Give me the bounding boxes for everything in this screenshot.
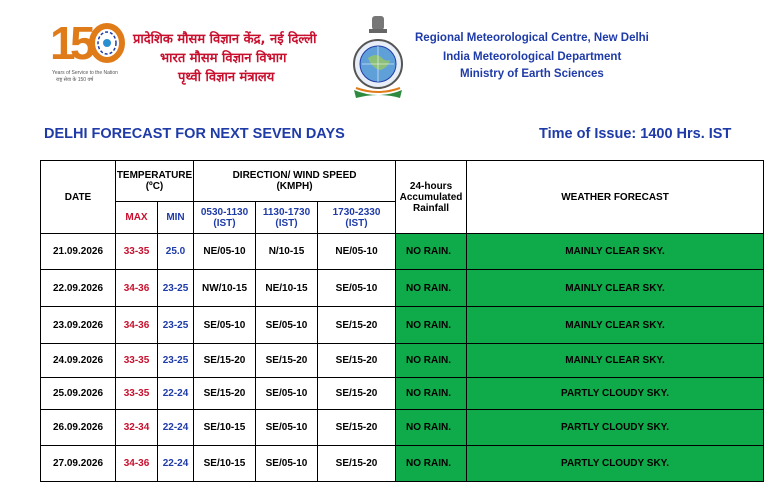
table-row (41, 446, 764, 482)
header-wind-slot-3 (318, 202, 396, 234)
row-forecast: MAINLY CLEAR SKY. (467, 234, 764, 270)
header-rainfall (396, 161, 467, 234)
issue-time: Time of Issue: 1400 Hrs. IST (539, 126, 732, 142)
row-wind-3: SE/15-20 (318, 307, 396, 344)
row-wind-3: SE/05-10 (318, 270, 396, 307)
wind-slot-3-tz: (IST) (345, 217, 368, 229)
row-min-temp: 22-24 (158, 410, 194, 446)
row-rainfall: NO RAIN. (396, 234, 467, 270)
row-date: 21.09.2026 (41, 234, 116, 270)
row-forecast: PARTLY CLOUDY SKY. (467, 410, 764, 446)
page-title: DELHI FORECAST FOR NEXT SEVEN DAYS (44, 126, 345, 142)
row-wind-1: SE/10-15 (194, 446, 256, 482)
english-line-2: India Meteorological Department (443, 51, 622, 63)
row-wind-1: SE/10-15 (194, 410, 256, 446)
imd-150-logo (50, 18, 130, 90)
header-temperature (116, 161, 194, 202)
row-max-temp: 34-36 (116, 307, 158, 344)
table-row (41, 378, 764, 410)
wind-slot-2-time: 1130-1730 (262, 206, 311, 218)
row-wind-2: SE/05-10 (256, 307, 318, 344)
header-wind-unit: (KMPH) (276, 181, 313, 192)
logo-tagline-english: Years of Service to the Nation (52, 70, 118, 76)
logo-tagline-hindi: राष्ट्र सेवा के 150 वर्ष (56, 77, 94, 83)
row-rainfall: NO RAIN. (396, 344, 467, 378)
row-date: 23.09.2026 (41, 307, 116, 344)
row-min-temp: 23-25 (158, 307, 194, 344)
header-max: MAX (116, 202, 158, 234)
row-rainfall: NO RAIN. (396, 446, 467, 482)
row-wind-2: SE/15-20 (256, 344, 318, 378)
logo-digit-5: 5 (70, 17, 96, 69)
row-wind-1: SE/15-20 (194, 378, 256, 410)
hindi-line-1: प्रादेशिक मौसम विज्ञान केंद्र, नई दिल्ली (133, 32, 317, 47)
row-wind-1: SE/05-10 (194, 307, 256, 344)
row-rainfall: NO RAIN. (396, 270, 467, 307)
row-forecast: MAINLY CLEAR SKY. (467, 307, 764, 344)
row-min-temp: 23-25 (158, 270, 194, 307)
imd-emblem-icon (350, 14, 406, 100)
row-wind-3: SE/15-20 (318, 378, 396, 410)
row-rainfall: NO RAIN. (396, 378, 467, 410)
header-weather-forecast: WEATHER FORECAST (467, 161, 764, 234)
row-forecast: PARTLY CLOUDY SKY. (467, 378, 764, 410)
header-rainfall-line-1: 24-hours (409, 180, 453, 192)
row-wind-2: N/10-15 (256, 234, 318, 270)
row-rainfall: NO RAIN. (396, 410, 467, 446)
table-row (41, 410, 764, 446)
header-date: DATE (41, 161, 116, 234)
wind-slot-3-time: 1730-2330 (332, 206, 381, 218)
row-date: 27.09.2026 (41, 446, 116, 482)
table-row (41, 344, 764, 378)
header-min: MIN (158, 202, 194, 234)
row-wind-3: NE/05-10 (318, 234, 396, 270)
row-min-temp: 25.0 (158, 234, 194, 270)
forecast-table (40, 160, 764, 482)
row-rainfall: NO RAIN. (396, 307, 467, 344)
wind-slot-1-time: 0530-1130 (200, 206, 249, 218)
row-max-temp: 34-36 (116, 270, 158, 307)
header-rainfall-line-3: Rainfall (412, 202, 450, 214)
row-max-temp: 32-34 (116, 410, 158, 446)
logo-zero-ring-icon (88, 22, 126, 64)
row-wind-2: SE/05-10 (256, 410, 318, 446)
row-date: 22.09.2026 (41, 270, 116, 307)
row-wind-2: NE/10-15 (256, 270, 318, 307)
wind-slot-2-tz: (IST) (275, 217, 298, 229)
row-date: 25.09.2026 (41, 378, 116, 410)
row-max-temp: 34-36 (116, 446, 158, 482)
english-line-1: Regional Meteorological Centre, New Delhi (415, 32, 649, 44)
row-forecast: MAINLY CLEAR SKY. (467, 344, 764, 378)
row-min-temp: 22-24 (158, 446, 194, 482)
header-wind-slot-1 (194, 202, 256, 234)
english-line-3: Ministry of Earth Sciences (460, 68, 604, 80)
header-wind (194, 161, 396, 202)
row-wind-3: SE/15-20 (318, 410, 396, 446)
logo-digit-1: 1 (50, 17, 76, 69)
row-wind-3: SE/15-20 (318, 344, 396, 378)
header-temperature-unit: (ºC) (145, 181, 164, 192)
row-wind-2: SE/05-10 (256, 446, 318, 482)
row-forecast: MAINLY CLEAR SKY. (467, 270, 764, 307)
row-max-temp: 33-35 (116, 378, 158, 410)
row-max-temp: 33-35 (116, 344, 158, 378)
hindi-line-3: पृथ्वी विज्ञान मंत्रालय (178, 70, 275, 85)
row-wind-1: SE/15-20 (194, 344, 256, 378)
row-wind-1: NW/10-15 (194, 270, 256, 307)
hindi-line-2: भारत मौसम विज्ञान विभाग (160, 51, 287, 66)
row-wind-2: SE/05-10 (256, 378, 318, 410)
row-min-temp: 23-25 (158, 344, 194, 378)
header-wind-label: DIRECTION/ WIND SPEED (232, 170, 357, 181)
row-forecast: PARTLY CLOUDY SKY. (467, 446, 764, 482)
header-row-1 (41, 161, 764, 202)
row-min-temp: 22-24 (158, 378, 194, 410)
header-rainfall-line-2: Accumulated (399, 191, 463, 203)
row-max-temp: 33-35 (116, 234, 158, 270)
wind-slot-1-tz: (IST) (213, 217, 236, 229)
row-wind-3: SE/15-20 (318, 446, 396, 482)
header-wind-slot-2 (256, 202, 318, 234)
row-date: 26.09.2026 (41, 410, 116, 446)
header-temperature-label: TEMPERATURE (116, 170, 193, 181)
table-row (41, 234, 764, 270)
table-row (41, 270, 764, 307)
table-row (41, 307, 764, 344)
row-date: 24.09.2026 (41, 344, 116, 378)
row-wind-1: NE/05-10 (194, 234, 256, 270)
